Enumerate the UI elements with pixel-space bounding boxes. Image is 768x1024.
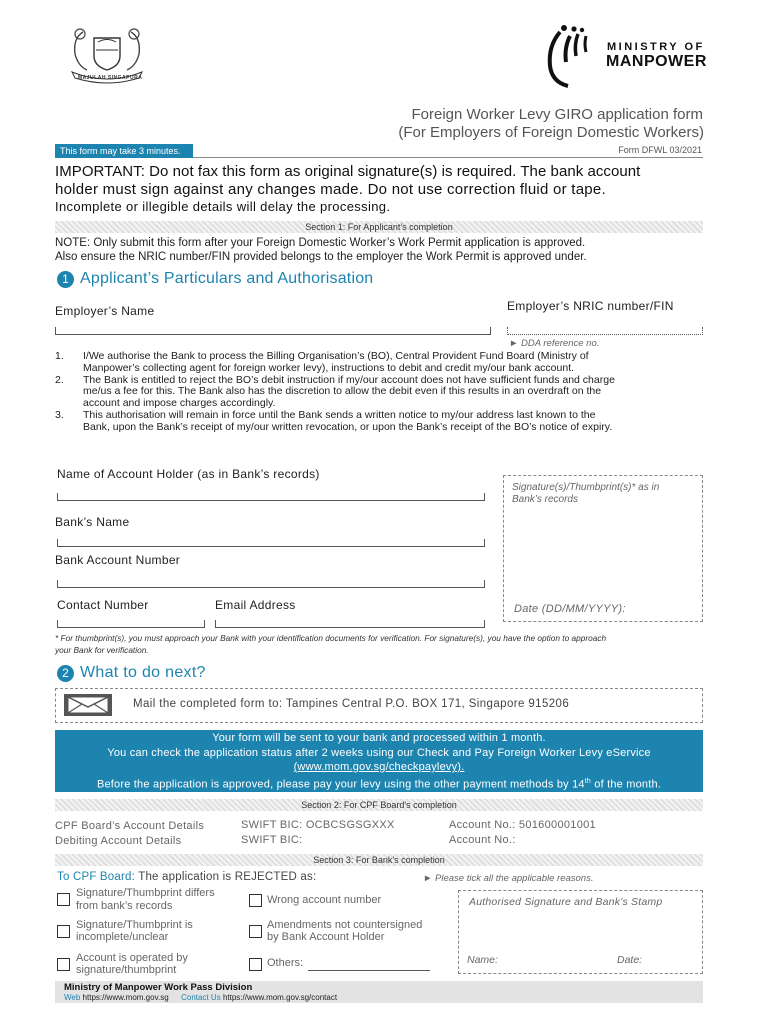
clause-line: This authorisation will remain in force until the Bank sends a written notice to my/our address last known to the bbox=[83, 408, 596, 421]
time-note-badge: This form may take 3 minutes. bbox=[55, 144, 193, 158]
others-field[interactable] bbox=[308, 970, 430, 971]
rejected-line bbox=[57, 871, 316, 883]
header-rule bbox=[193, 157, 703, 158]
authorisation-clauses bbox=[55, 351, 705, 434]
to-cpf-board: To CPF Board: bbox=[57, 871, 136, 883]
tick-note: ► Please tick all the applicable reasons. bbox=[423, 873, 594, 884]
account-no-cpf: Account No.: 501600001001 bbox=[449, 819, 596, 831]
cpf-account-label: CPF Board’s Account Details bbox=[55, 820, 205, 832]
section1-number-badge: 1 bbox=[57, 271, 74, 288]
clause-3 bbox=[55, 410, 705, 434]
bank-account-label: Bank Account Number bbox=[55, 553, 181, 567]
stamp-date-label: Date: bbox=[617, 954, 643, 966]
envelope-icon bbox=[64, 694, 112, 716]
employer-nric-field[interactable] bbox=[507, 327, 703, 335]
reason-label: Account is operated by bbox=[76, 952, 188, 964]
clause-line: account and impose charges accordingly. bbox=[83, 397, 276, 410]
contact-label: Contact Us bbox=[181, 993, 221, 1002]
reason-label: Signature/Thumbprint differs bbox=[76, 887, 215, 899]
section2-bar: Section 2: For CPF Board’s completion bbox=[55, 799, 703, 811]
clause-line: Manpower’s collecting agent for foreign worker levy), instructions to debit and credit my/our bank account. bbox=[83, 361, 575, 374]
employer-nric-label: Employer’s NRIC number/FIN bbox=[507, 299, 674, 313]
crest-motto: MAJULAH SINGAPURA bbox=[78, 75, 143, 81]
form-subtitle: (For Employers of Foreign Domestic Workers) bbox=[398, 124, 704, 141]
what-next-heading: What to do next? bbox=[80, 664, 206, 681]
contact-number-field[interactable] bbox=[57, 620, 205, 628]
debiting-account-label: Debiting Account Details bbox=[55, 835, 182, 847]
reason-label: Signature/Thumbprint is bbox=[76, 919, 193, 931]
section1-bar: Section 1: For Applicant’s completion bbox=[55, 221, 703, 233]
footnote-line1: * For thumbprint(s), you must approach your Bank with your identification documents for verification. For signature(s), you have the option to approach bbox=[55, 633, 607, 643]
clause-2 bbox=[55, 375, 705, 410]
account-holder-field[interactable] bbox=[57, 493, 485, 501]
info-panel bbox=[55, 730, 703, 792]
rejected-as: as: bbox=[297, 871, 317, 883]
rejected-word: REJECTED bbox=[234, 871, 298, 883]
web-label: Web bbox=[64, 993, 81, 1002]
reason-checkbox-operated-by[interactable] bbox=[57, 958, 70, 971]
reason-label: signature/thumbprint bbox=[76, 964, 177, 976]
swift-bic-debit: SWIFT BIC: bbox=[241, 834, 303, 846]
section1-heading: Applicant’s Particulars and Authorisation bbox=[80, 270, 374, 287]
signature-label-line2: Bank’s records bbox=[512, 494, 578, 505]
reason-label: by Bank Account Holder bbox=[267, 931, 385, 943]
account-holder-label: Name of Account Holder (as in Bank’s records) bbox=[57, 467, 320, 481]
important-line2: holder must sign against any changes made. Do not use correction fluid or tape. bbox=[55, 181, 606, 198]
info-line4-sup: th bbox=[584, 777, 591, 785]
contact-number-label: Contact Number bbox=[57, 598, 149, 612]
clause-line: Bank, upon the Bank’s receipt of my/our written revocation, or upon the Bank’s receipt of the BO’s notice of expiry. bbox=[83, 420, 613, 433]
clause-line: me/us a fee for this. The Bank also has the discretion to allow the debit even if this results in an overdraft on the bbox=[83, 385, 602, 398]
footer-links bbox=[64, 993, 337, 1002]
mail-instructions: Mail the completed form to: Tampines Central P.O. BOX 171, Singapore 915206 bbox=[133, 698, 570, 710]
note-line2: Also ensure the NRIC number/FIN provided belongs to the employer the Work Permit is approved under. bbox=[55, 251, 587, 263]
clause-line: I/We authorise the Bank to process the Billing Organisation’s (BO), Central Provident Fund Board (Ministry of bbox=[83, 350, 589, 362]
reason-checkbox-amendments[interactable] bbox=[249, 925, 262, 938]
reason-checkbox-signature-incomplete[interactable] bbox=[57, 925, 70, 938]
clause-number: 2. bbox=[55, 373, 64, 386]
dda-reference-label: ► DDA reference no. bbox=[509, 338, 600, 349]
note-line1: NOTE: Only submit this form after your Foreign Domestic Worker’s Work Permit application is approved. bbox=[55, 237, 586, 249]
reason-label: incomplete/unclear bbox=[76, 931, 169, 943]
ministry-line2: MANPOWER bbox=[606, 53, 707, 70]
mom-logo-icon bbox=[540, 24, 604, 90]
clause-1 bbox=[55, 351, 705, 375]
swift-bic-cpf: SWIFT BIC: OCBCSGSGXXX bbox=[241, 819, 395, 831]
footnote-line2: your Bank for verification. bbox=[55, 645, 149, 655]
clause-number: 1. bbox=[55, 350, 64, 362]
reason-checkbox-wrong-account[interactable] bbox=[249, 894, 262, 907]
stamp-label: Authorised Signature and Bank’s Stamp bbox=[469, 896, 663, 908]
ministry-line1: MINISTRY OF bbox=[607, 41, 705, 53]
info-line4-text: Before the application is approved, please pay your levy using the other payment methods by 14 bbox=[96, 778, 585, 791]
section2-number-badge: 2 bbox=[57, 665, 74, 682]
contact-link[interactable]: https://www.mom.gov.sg/contact bbox=[222, 993, 338, 1002]
stamp-name-label: Name: bbox=[467, 954, 498, 966]
signature-date-label: Date (DD/MM/YYYY): bbox=[514, 603, 626, 615]
reason-checkbox-signature-differs[interactable] bbox=[57, 893, 70, 906]
clause-line: The Bank is entitled to reject the BO’s debit instruction if my/our account does not have sufficient funds and charge bbox=[83, 373, 615, 386]
reason-label: Others: bbox=[267, 957, 304, 969]
email-address-label: Email Address bbox=[215, 598, 296, 612]
info-line1: Your form will be sent to your bank and processed within 1 month. bbox=[212, 732, 546, 744]
reason-label: Wrong account number bbox=[267, 894, 382, 906]
signature-label-line1: Signature(s)/Thumbprint(s)* as in bbox=[512, 482, 660, 493]
rejected-text: The application is bbox=[135, 871, 235, 883]
check-pay-link[interactable]: (www.mom.gov.sg/checkpaylevy). bbox=[293, 761, 465, 773]
important-line1: IMPORTANT: Do not fax this form as original signature(s) is required. The bank account bbox=[55, 163, 641, 180]
form-code: Form DFWL 03/2021 bbox=[618, 145, 702, 155]
form-title: Foreign Worker Levy GIRO application form bbox=[411, 106, 703, 123]
section3-bar: Section 3: For Bank’s completion bbox=[55, 854, 703, 866]
bank-name-label: Bank’s Name bbox=[55, 515, 130, 529]
employer-name-label: Employer’s Name bbox=[55, 304, 155, 318]
email-address-field[interactable] bbox=[215, 620, 485, 628]
important-line3: Incomplete or illegible details will delay the processing. bbox=[55, 199, 391, 214]
web-link[interactable]: https://www.mom.gov.sg bbox=[82, 993, 169, 1002]
info-line4-end: of the month. bbox=[591, 778, 662, 791]
footer-division: Ministry of Manpower Work Pass Division bbox=[64, 982, 253, 993]
reason-checkbox-others[interactable] bbox=[249, 958, 262, 971]
info-line2: You can check the application status after 2 weeks using our Check and Pay Foreign Worker Levy eService bbox=[107, 746, 651, 759]
bank-account-field[interactable] bbox=[57, 580, 485, 588]
info-line4 bbox=[55, 775, 703, 792]
reason-label: from bank’s records bbox=[76, 900, 173, 912]
bank-name-field[interactable] bbox=[57, 539, 485, 547]
employer-name-field[interactable] bbox=[55, 327, 491, 335]
clause-number: 3. bbox=[55, 408, 64, 421]
account-no-debit: Account No.: bbox=[449, 834, 516, 846]
reason-label: Amendments not countersigned bbox=[267, 919, 423, 931]
